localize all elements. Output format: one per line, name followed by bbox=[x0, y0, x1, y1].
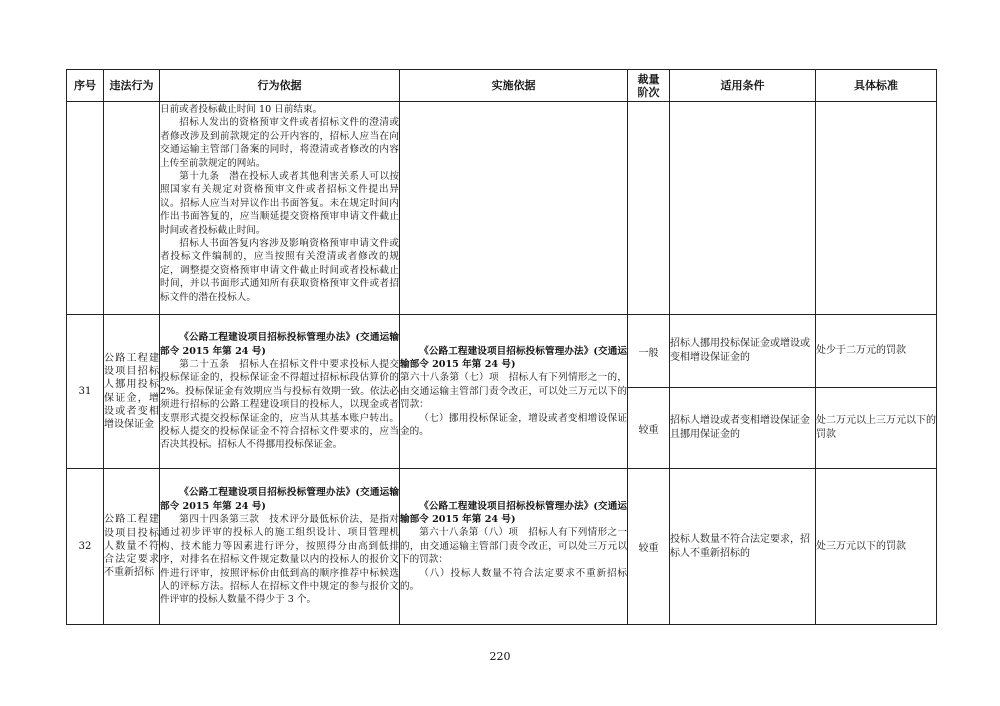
row32-impl-body2: （八）投标人数量不符合法定要求不重新招标的。 bbox=[400, 567, 627, 593]
row32-seq: 32 bbox=[67, 469, 104, 625]
cont-line-0: 日前或者投标截止时间 10 日前结束。 bbox=[160, 104, 323, 115]
cont-violation bbox=[104, 102, 160, 315]
row32-basis-title: 《公路工程建设项目招标投标管理办法》(交通运输部令 2015 年第 24 号) bbox=[160, 487, 399, 512]
row31-seq: 31 bbox=[67, 315, 104, 469]
row32-basis-body: 第四十四条第三款 技术评分最低标价法，是指对通过初步评审的投标人的施工组织设计、项目管理机构、技术能力等因素进行评分，按照得分由高到低排序，对排名在招标文件规定数量以内的投标人的报价文件进行评审，按照评标价由低到高的顺序推荐中标候选人的评标方法。招标人在招标文件中规定的参与报价文件评审的投标人数量不得少于 3 个。 bbox=[160, 513, 399, 606]
row31-violation: 公路工程建设项目招标人挪用投标保证金，增设或者变相增设保证金 bbox=[104, 315, 160, 469]
row31-legal-basis bbox=[160, 315, 400, 469]
cont-level bbox=[628, 102, 670, 315]
cont-legal-basis bbox=[160, 102, 400, 315]
page-number: 220 bbox=[489, 650, 511, 663]
row31-impl-title: 《公路工程建设项目招标投标管理办法》(交通运输部令 2015 年第 24 号) bbox=[400, 345, 627, 370]
row31-level-general: 一般 bbox=[628, 315, 670, 388]
row31-cond-general: 招标人挪用投标保证金或增设或变相增设保证金的 bbox=[670, 315, 816, 388]
continuation-row bbox=[67, 102, 937, 315]
row31-implementation bbox=[400, 315, 628, 469]
row32-implementation bbox=[400, 469, 628, 625]
row31-std-general: 处少于二万元的罚款 bbox=[816, 315, 937, 388]
row31-level-serious: 较重 bbox=[628, 388, 670, 469]
cont-conditions bbox=[670, 102, 816, 315]
row32-legal-basis bbox=[160, 469, 400, 625]
header-conditions: 适用条件 bbox=[670, 70, 816, 102]
row32-violation: 公路工程建设项目投标人数量不符合法定要求不重新招标 bbox=[104, 469, 160, 625]
cont-line-3: 招标人书面答复内容涉及影响资格预审申请文件或者投标文件编制的，应当按照有关澄清或者修改的规定，调整提交资格预审申请文件截止时间或者投标截止时间，并以书面形式通知所有获取资格预审文件或者招标文件的潜在投标人。 bbox=[160, 238, 399, 303]
row32-conditions: 投标人数量不符合法定要求，招标人不重新招标的 bbox=[670, 469, 816, 625]
header-discretion-level: 裁量 阶次 bbox=[628, 70, 670, 102]
row32-impl-body1: 第六十八条第（八）项 招标人有下列情形之一的，由交通运输主管部门责令改正，可以处三万元以下的罚款： bbox=[400, 527, 627, 566]
row31-std-serious: 处二万元以上三万元以下的罚款 bbox=[816, 388, 937, 469]
row31-basis-title: 《公路工程建设项目招标投标管理办法》(交通运输部令 2015 年第 24 号) bbox=[160, 332, 399, 357]
header-legal-basis: 行为依据 bbox=[160, 70, 400, 102]
row31-impl-body1: 第六十八条第（七）项 招标人有下列情形之一的，由交通运输主管部门责令改正，可以处三万元以下的罚款： bbox=[400, 372, 627, 411]
cont-standard bbox=[816, 102, 937, 315]
header-standard: 具体标准 bbox=[816, 70, 937, 102]
row32-level: 较重 bbox=[628, 469, 670, 625]
penalty-standards-table bbox=[66, 69, 937, 625]
header-row bbox=[67, 70, 937, 102]
header-implementation-basis: 实施依据 bbox=[400, 70, 628, 102]
table-row bbox=[67, 469, 937, 625]
row31-basis-body: 第二十五条 招标人在招标文件中要求投标人提交投标保证金的，投标保证金不得超过招标标段估算价的 2%。投标保证金有效期应当与投标有效期一致。依法必须进行招标的公路工程建设项目的投标人，以现金或者支票形式提交投标保证金的，应当从其基本账户转出。投标人提交的投标保证金不符合招标文件要求的，应当否决其投标。招标人不得挪用投标保证金。 bbox=[160, 358, 399, 451]
cont-line-1: 招标人发出的资格预审文件或者招标文件的澄清或者修改涉及到前款规定的公开内容的，招标人应当在向交通运输主管部门备案的同时，将澄清或者修改的内容上传至前款规定的网站。 bbox=[160, 117, 399, 169]
cont-implementation bbox=[400, 102, 628, 315]
row32-standard: 处三万元以下的罚款 bbox=[816, 469, 937, 625]
header-seq: 序号 bbox=[67, 70, 104, 102]
cont-seq bbox=[67, 102, 104, 315]
row31-impl-body2: （七）挪用投标保证金，增设或者变相增设保证金的。 bbox=[400, 412, 627, 438]
table-row bbox=[67, 315, 937, 388]
cont-line-2: 第十九条 潜在投标人或者其他利害关系人可以按照国家有关规定对资格预审文件或者招标文件提出异议。招标人应当对异议作出书面答复。未在规定时间内作出书面答复的，应当顺延提交资格预审申请文件截止时间或者投标截止时间。 bbox=[160, 171, 399, 236]
header-violation: 违法行为 bbox=[104, 70, 160, 102]
row32-impl-title: 《公路工程建设项目招标投标管理办法》(交通运输部令 2015 年第 24 号) bbox=[400, 500, 627, 525]
row31-cond-serious: 招标人增设或者变相增设保证金且挪用保证金的 bbox=[670, 388, 816, 469]
